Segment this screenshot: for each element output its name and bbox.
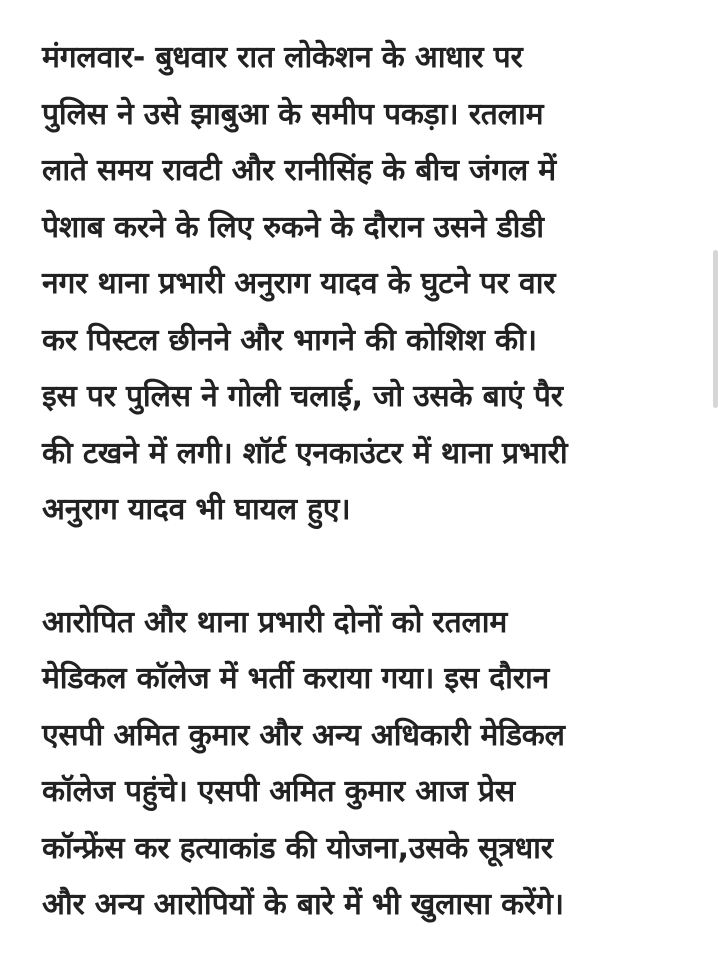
text-line: कॉलेज पहुंचे। एसपी अमित कुमार आज प्रेस: [42, 774, 515, 809]
text-line: नगर थाना प्रभारी अनुराग यादव के घुटने पर वार: [42, 266, 556, 301]
text-line: आरोपित और थाना प्रभारी दोनों को रतलाम: [42, 604, 508, 640]
text-line: पेशाब करने के लिए रुकने के दौरान उसने डीडी: [42, 209, 544, 245]
text-line: लाते समय रावटी और रानीसिंह के बीच जंगल में: [42, 153, 557, 188]
text-line: और अन्य आरोपियों के बारे में भी खुलासा करेंगे।: [42, 887, 564, 922]
text-line: कॉन्फ्रेंस कर हत्याकांड की योजना,उसके सूत्रधार: [42, 830, 553, 866]
text-line: पुलिस ने उसे झाबुआ के समीप पकड़ा। रतलाम: [42, 96, 544, 132]
text-line: कर पिस्टल छीनने और भागने की कोशिश की।: [42, 322, 537, 358]
text-line: मेडिकल कॉलेज में भर्ती कराया गया। इस दौरान: [42, 661, 550, 696]
text-line: अनुराग यादव भी घायल हुए।: [42, 492, 351, 527]
text-line: मंगलवार- बुधवार रात लोकेशन के आधार पर: [42, 40, 523, 75]
text-line: एसपी अमित कुमार और अन्य अधिकारी मेडिकल: [42, 717, 565, 753]
text-line: इस पर पुलिस ने गोली चलाई, जो उसके बाएं पैर: [42, 379, 563, 414]
vertical-scrollbar[interactable]: [713, 250, 718, 408]
paragraph-spacer: [42, 539, 702, 595]
paragraph-2: [42, 595, 702, 934]
paragraph-1: [42, 30, 702, 539]
article-body: [42, 30, 702, 934]
text-line: की टखने में लगी। शॉर्ट एनकाउंटर में थाना प्रभारी: [42, 435, 568, 471]
